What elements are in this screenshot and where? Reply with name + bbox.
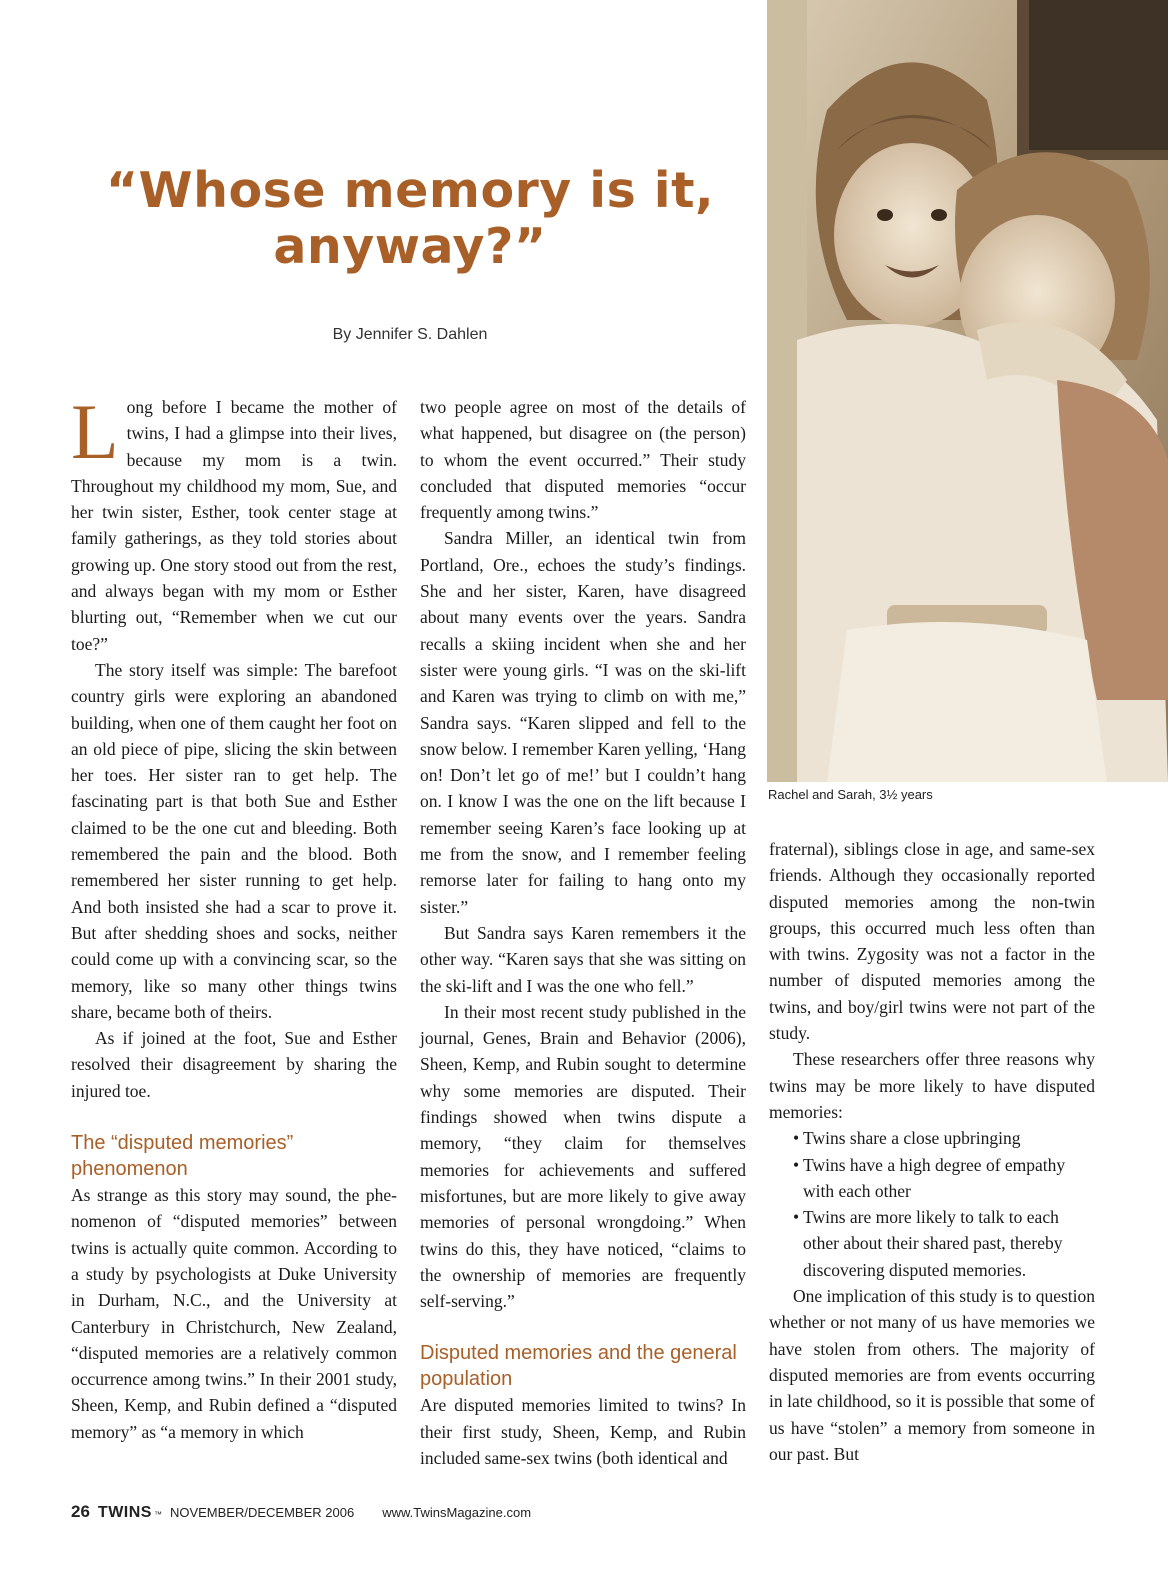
photo-caption: Rachel and Sarah, 3½ years bbox=[768, 787, 933, 802]
paragraph: two people agree on most of the details of what happened, but disagree on (the person) to whom the event occurred.” Their study concluded that disputed memories “occur frequently among twins.” bbox=[420, 397, 746, 523]
paragraph: In their most recent study published in the journal, Genes, Brain and Behavior (2006), Sheen, Kemp, and Rubin sought to determine why some memories are disputed. Their findings showed when twins dispute a memory, “they claim for themselves memories for achievements and suffered misfortunes, but are more likely to give away memories of personal wrongdoing.” When twins do this, they have noticed, “claims to the ownership of memories are frequently self-serving.” bbox=[420, 1001, 746, 1312]
paragraph: fraternal), siblings close in age, and same-sex friends. Although they occasionally reported disputed memories among the non-twin groups, this occurred much less often than with twins. Zygosity was not a factor in the number of disputed memories among the twins, and boy/girl twins were not part of the study. bbox=[769, 839, 1095, 1044]
list-item: • Twins are more likely to talk to each other about their shared past, thereby discovering disputed memories. bbox=[793, 1204, 1095, 1283]
reasons-list bbox=[769, 1125, 1095, 1283]
paragraph: As if joined at the foot, Sue and Esther resolved their disagreement by sharing the injured toe. bbox=[71, 1028, 397, 1101]
paragraph: These researchers offer three reasons why twins may be more likely to have disputed memories: bbox=[769, 1049, 1095, 1122]
paragraph: One implication of this study is to question whether or not many of us have memories we have stolen from others. The majority of disputed memories are from events occurring in late childhood, so it is possible that some of us have “stolen” a memory from someone in our past. But bbox=[769, 1286, 1095, 1464]
subheading: The “disputed memories” phenomenon bbox=[71, 1132, 294, 1181]
paragraph: As strange as this story may sound, the phenomenon of “disputed memories” between twins is actually quite common. According to a study by psychologists at Duke University in Durham, N.C., and the University at Canterbury in Christchurch, New Zealand, “disputed memories are a relatively common occurrence among twins.” In their 2001 study, Sheen, Kemp, and Rubin defined a “disputed memory” as “a memory in which bbox=[71, 1185, 397, 1442]
drop-cap: L bbox=[71, 388, 119, 475]
article-title: “Whose memory is it, anyway?” bbox=[105, 162, 715, 275]
article-column-2 bbox=[420, 394, 746, 1471]
paragraph: Are disputed memories limited to twins? In their first study, Sheen, Kemp, and Rubin included same-sex twins (both identical and bbox=[420, 1395, 746, 1468]
paragraph: Sandra Miller, an identical twin from Portland, Ore., echoes the study’s findings. She and her sister, Karen, have disagreed about many events over the years. Sandra recalls a skiing incident when she and her sister were young girls. “I was on the ski-lift and Karen was trying to climb on with me,” Sandra says. “Karen slipped and fell to the snow below. I remember Karen yelling, ‘Hang on! Don’t let go of me!’ but I couldn’t hang on. I know I was the one on the lift because I remember seeing Karen’s face looking up at me from the snow, and I remember feeling remorse later for failing to hang onto my sister.” bbox=[420, 528, 746, 917]
list-item: • Twins have a high degree of empathy with each other bbox=[793, 1152, 1095, 1205]
article-column-3 bbox=[769, 836, 1095, 1467]
trademark: ™ bbox=[153, 1510, 162, 1519]
paragraph: But Sandra says Karen remembers it the other way. “Karen says that she was sitting on the ski-lift and I was the one who fell.” bbox=[420, 922, 746, 996]
paragraph: Long before I became the mother of twins, I had a glimpse into their lives, because my mom is a twin. Throughout my childhood my mom, Sue, and her twin sister, Esther, took center stage at family gatherings, as they told stories about growing up. One story stood out from the rest, and always began with my mom or Esther blurting out, “Remember when we cut our toe?” bbox=[71, 388, 397, 654]
list-item: • Twins share a close upbringing bbox=[793, 1125, 1095, 1151]
paragraph: The story itself was simple: The barefoot country girls were exploring an abandoned building, when one of them caught her foot on an old piece of pipe, slicing the skin between her toes. Her sister ran to get help. The fascinating part is that both Sue and Esther claimed to be the one cut and bleeding. Both remembered the pain and the blood. Both remembered her sister running to get help. And both insisted she had a scar to prove it. But after shedding shoes and socks, neither could come up with a convincing scar, so the memory, like so many other things twins share, became both of theirs. bbox=[71, 659, 397, 1022]
subheading: Disputed memories and the general population bbox=[420, 1342, 737, 1391]
issue-date: NOVEMBER/DECEMBER 2006 bbox=[169, 1505, 355, 1520]
byline: By Jennifer S. Dahlen bbox=[332, 326, 488, 343]
website-url: www.TwinsMagazine.com bbox=[382, 1505, 532, 1520]
page-number: 26 bbox=[71, 1502, 90, 1521]
article-column-1 bbox=[71, 388, 397, 1445]
magazine-logo: TWINS bbox=[97, 1504, 152, 1521]
page-footer bbox=[71, 1502, 531, 1522]
twins-photo bbox=[767, 0, 1168, 782]
